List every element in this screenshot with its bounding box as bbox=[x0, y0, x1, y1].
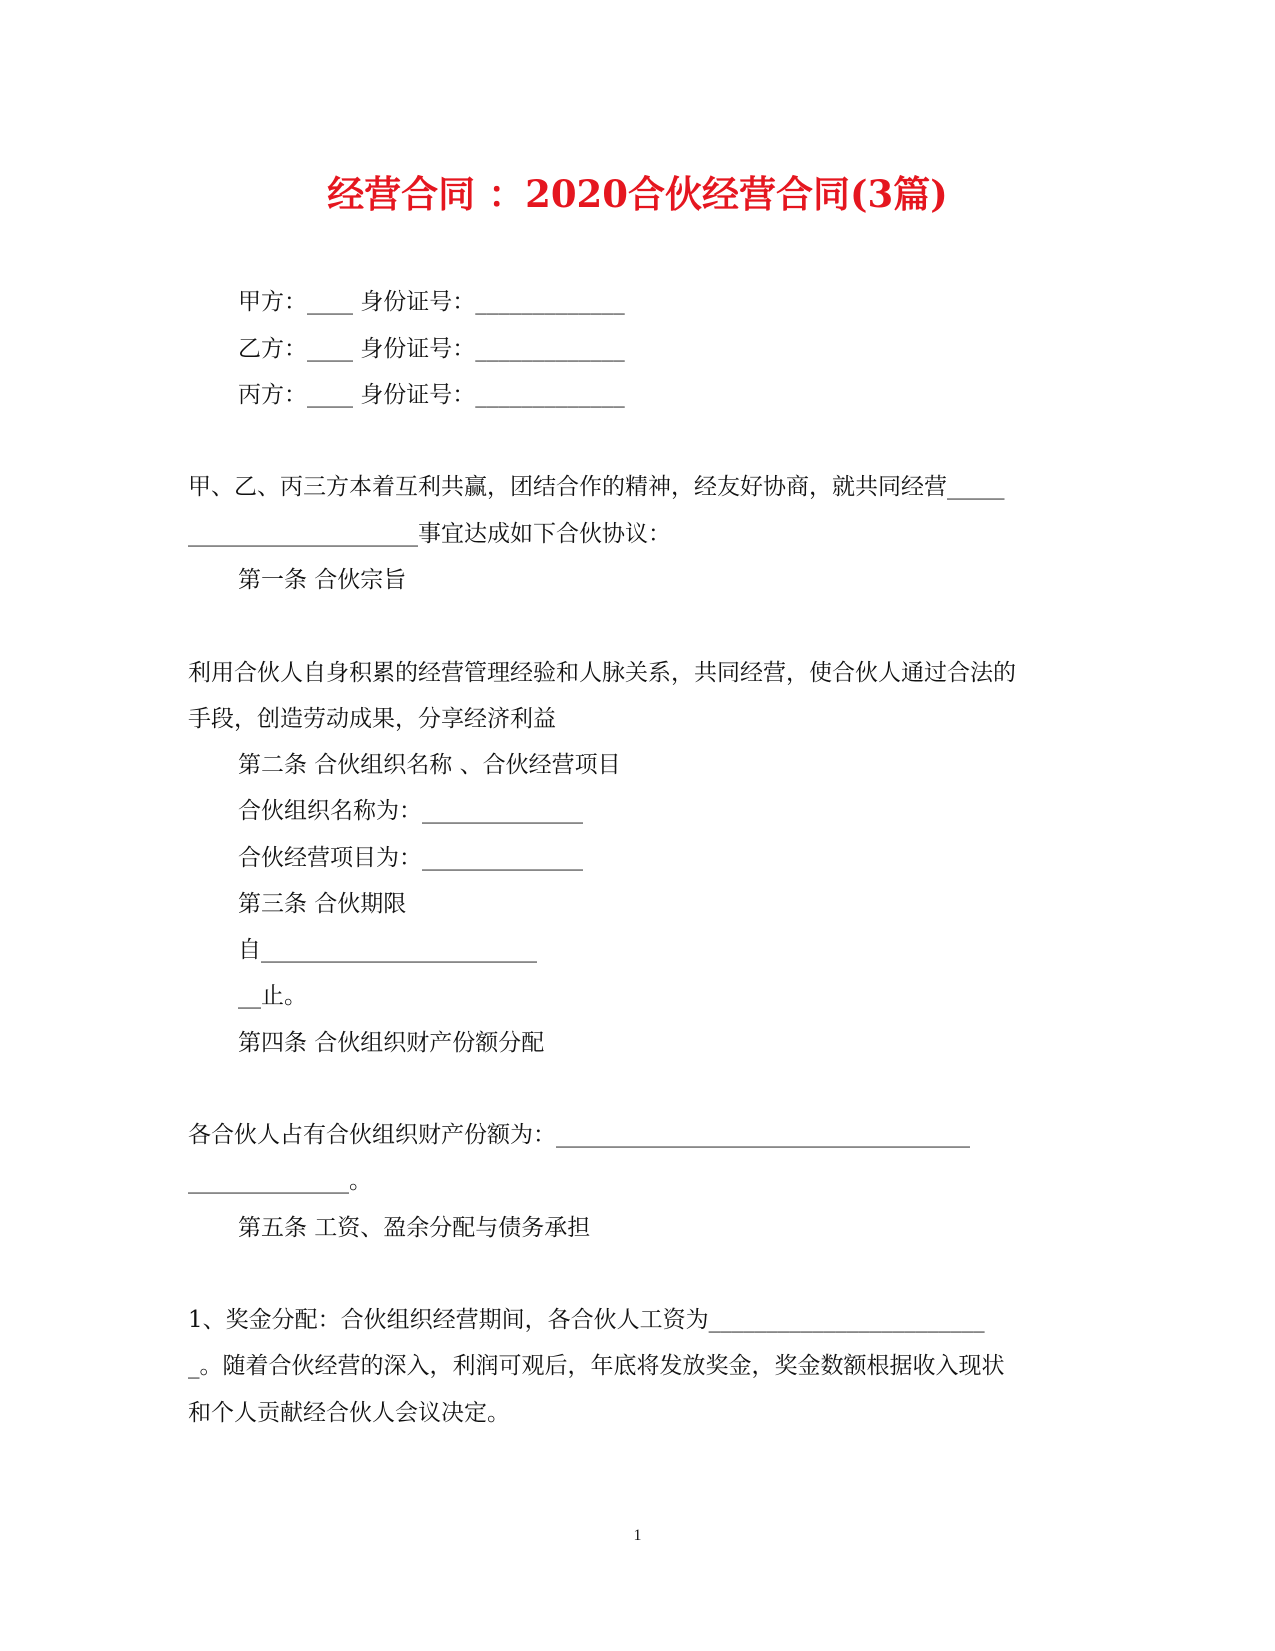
article-2-heading: 第二条 合伙组织名称 、合伙经营项目 bbox=[238, 752, 621, 778]
business-project-line: 合伙经营项目为：______________ bbox=[238, 845, 583, 871]
term-end-line: __止。 bbox=[238, 983, 307, 1009]
article-1-text-1: 利用合伙人自身积累的经营管理经验和人脉关系，共同经营，使合伙人通过合法的 bbox=[188, 660, 1016, 686]
page-number: 1 bbox=[633, 1527, 642, 1544]
article-1-text-2: 手段，创造劳动成果，分享经济利益 bbox=[188, 706, 556, 732]
party-b-line: 乙方：____ 身份证号：_____________ bbox=[238, 336, 625, 362]
term-start-line: 自________________________ bbox=[238, 937, 537, 963]
party-a-line: 甲方：____ 身份证号：_____________ bbox=[238, 289, 625, 315]
bonus-line-1: 1、奖金分配：合伙组织经营期间，各合伙人工资为________________________ bbox=[188, 1307, 985, 1333]
preamble-line-2: ____________________事宜达成如下合伙协议： bbox=[188, 521, 671, 547]
organization-name-line: 合伙组织名称为：______________ bbox=[238, 798, 583, 824]
bonus-line-2: _。随着合伙经营的深入，利润可观后，年底将发放奖金，奖金数额根据收入现状 bbox=[188, 1353, 1005, 1379]
property-share-line-2: ______________。 bbox=[188, 1168, 372, 1194]
article-4-heading: 第四条 合伙组织财产份额分配 bbox=[238, 1030, 545, 1056]
bonus-line-3: 和个人贡献经合伙人会议决定。 bbox=[188, 1400, 510, 1426]
property-share-line-1: 各合伙人占有合伙组织财产份额为：____________________________________ bbox=[188, 1122, 970, 1148]
document-title: 经营合同 ：2020合伙经营合同(3篇) bbox=[327, 172, 948, 216]
article-3-heading: 第三条 合伙期限 bbox=[238, 891, 407, 917]
party-c-line: 丙方：____ 身份证号：_____________ bbox=[238, 382, 625, 408]
article-1-heading: 第一条 合伙宗旨 bbox=[238, 567, 407, 593]
preamble-line-1: 甲、乙、丙三方本着互利共赢，团结合作的精神，经友好协商，就共同经营_____ bbox=[188, 474, 1005, 500]
article-5-heading: 第五条 工资、盈余分配与债务承担 bbox=[238, 1215, 591, 1241]
